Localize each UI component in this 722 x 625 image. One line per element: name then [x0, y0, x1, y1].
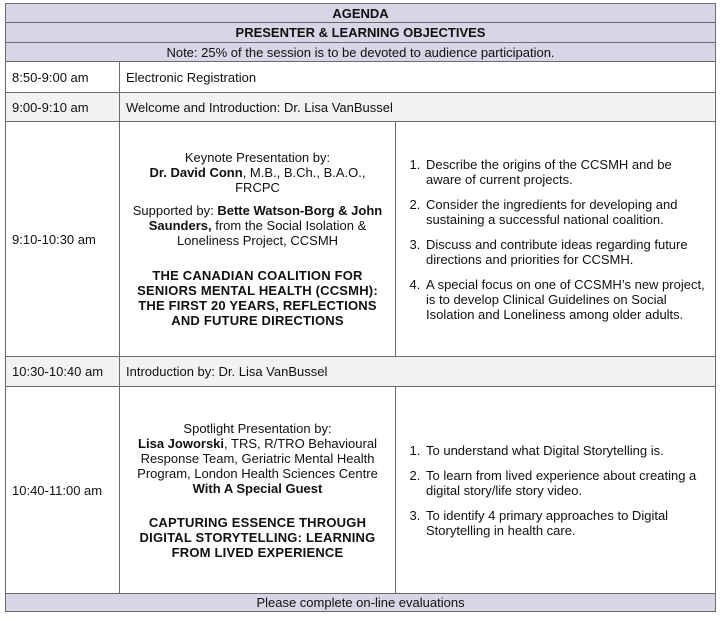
- special-guest: With A Special Guest: [192, 480, 323, 496]
- objective-item: 3. To identify 4 primary approaches to Digital Storytelling in health care.: [424, 508, 709, 538]
- row-time: 9:00-9:10 am: [6, 93, 120, 122]
- objective-item: 2. To learn from lived experience about creating a digital story/life story video.: [424, 468, 709, 498]
- spotlight-label: Spotlight Presentation by:: [183, 420, 332, 436]
- participation-note: Note: 25% of the session is to be devoted to audience participation.: [6, 43, 716, 62]
- spotlight-details: , TRS, R/TRO Behavioural Response Team, Geriatric Mental Health Program, London Health Sciences Centre: [137, 435, 378, 481]
- row-text: Welcome and Introduction: Dr. Lisa VanBussel: [120, 93, 716, 122]
- agenda-row-keynote: [6, 122, 716, 357]
- supported-label: Supported by:: [132, 203, 218, 218]
- keynote-presenter: Dr. David Conn: [149, 165, 243, 180]
- row-time: 9:10-10:30 am: [6, 122, 120, 357]
- agenda-title: AGENDA: [6, 4, 716, 23]
- spotlight-title: CAPTURING ESSENCE THROUGH DIGITAL STORYTELLING: LEARNING FROM LIVED EXPERIENCE: [139, 514, 376, 560]
- agenda-row-introduction: [6, 357, 716, 387]
- spotlight-cell: [120, 387, 396, 594]
- row-time: 8:50-9:00 am: [6, 62, 120, 93]
- keynote-objectives: [396, 122, 716, 357]
- objectives-list: [402, 443, 709, 538]
- row-text: Introduction by: Dr. Lisa VanBussel: [120, 357, 716, 387]
- agenda-row-spotlight: [6, 387, 716, 594]
- objective-item: 1. Describe the origins of the CCSMH and be aware of current projects.: [424, 157, 709, 187]
- supporters-affiliation: from the Social Isolation & Loneliness Project, CCSMH: [176, 218, 367, 248]
- keynote-label: Keynote Presentation by:: [184, 150, 331, 165]
- keynote-cell: [120, 122, 396, 357]
- objectives-list: [402, 157, 709, 322]
- keynote-title: THE CANADIAN COALITION FOR SENIORS MENTAL HEALTH (CCSMH): THE FIRST 20 YEARS, REFLECTIONS AND FUTURE DIRECTIONS: [137, 268, 378, 328]
- evaluation-footer: Please complete on-line evaluations: [6, 594, 716, 612]
- row-time: 10:30-10:40 am: [6, 357, 120, 387]
- section-subheading: PRESENTER & LEARNING OBJECTIVES: [6, 23, 716, 43]
- objective-item: 3. Discuss and contribute ideas regarding future directions and priorities for CCSMH.: [424, 237, 709, 267]
- spotlight-objectives: [396, 387, 716, 594]
- objective-item: 2. Consider the ingredients for developing and sustaining a successful national coalition.: [424, 197, 709, 227]
- agenda-row-registration: [6, 62, 716, 93]
- agenda-row-welcome: [6, 93, 716, 122]
- row-time: 10:40-11:00 am: [6, 387, 120, 594]
- supporters: Bette Watson-Borg & John Saunders,: [148, 203, 383, 233]
- agenda-table: [5, 3, 716, 612]
- objective-item: 1. To understand what Digital Storytelling is.: [424, 443, 709, 458]
- spotlight-presenter: Lisa Joworski: [138, 435, 225, 451]
- objective-item: 4. A special focus on one of CCSMH’s new project, is to develop Clinical Guidelines on Social Isolation and Loneliness among older adults.: [424, 277, 709, 322]
- keynote-credentials: , M.B., B.Ch., B.A.O., FRCPC: [235, 165, 366, 195]
- row-text: Electronic Registration: [120, 62, 716, 93]
